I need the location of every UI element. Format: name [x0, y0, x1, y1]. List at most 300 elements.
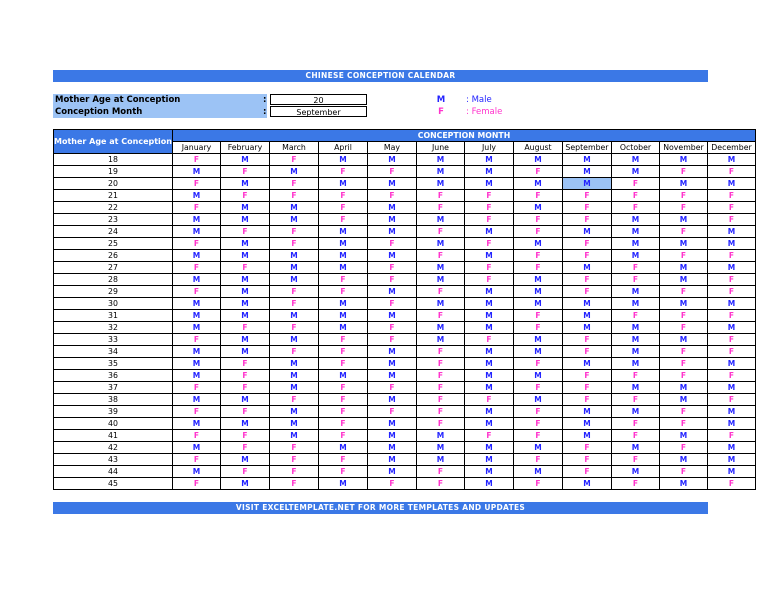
age-cell: 43	[54, 454, 173, 466]
gender-cell: M	[611, 346, 659, 358]
month-header-april: April	[318, 142, 367, 154]
gender-cell: F	[416, 346, 464, 358]
gender-cell: M	[707, 226, 755, 238]
gender-cell: M	[318, 154, 367, 166]
gender-cell: M	[659, 382, 707, 394]
gender-cell: F	[464, 430, 513, 442]
gender-cell: F	[659, 190, 707, 202]
gender-cell: F	[611, 478, 659, 490]
gender-cell: F	[269, 238, 318, 250]
gender-cell: F	[416, 370, 464, 382]
age-cell: 25	[54, 238, 173, 250]
gender-cell: M	[464, 466, 513, 478]
gender-cell: M	[172, 358, 220, 370]
gender-cell: M	[513, 370, 562, 382]
gender-cell: M	[220, 202, 269, 214]
gender-cell: F	[659, 166, 707, 178]
age-cell: 40	[54, 418, 173, 430]
age-cell: 18	[54, 154, 173, 166]
gender-cell: M	[464, 226, 513, 238]
conception-month-header: CONCEPTION MONTH	[172, 130, 755, 142]
gender-cell: M	[562, 298, 611, 310]
table-row	[54, 466, 756, 478]
age-cell: 20	[54, 178, 173, 190]
gender-cell: M	[611, 226, 659, 238]
gender-cell: M	[562, 478, 611, 490]
gender-cell: M	[416, 154, 464, 166]
gender-cell: F	[269, 178, 318, 190]
gender-cell: F	[659, 406, 707, 418]
gender-cell: M	[611, 466, 659, 478]
gender-cell: F	[269, 478, 318, 490]
gender-cell: M	[513, 178, 562, 190]
gender-cell: F	[611, 418, 659, 430]
gender-cell: M	[513, 274, 562, 286]
gender-cell: F	[416, 358, 464, 370]
gender-cell: F	[318, 286, 367, 298]
gender-cell: F	[707, 250, 755, 262]
gender-cell: M	[172, 346, 220, 358]
gender-cell: M	[269, 262, 318, 274]
gender-cell: M	[659, 154, 707, 166]
gender-cell: M	[269, 202, 318, 214]
gender-cell: F	[416, 418, 464, 430]
month-header-may: May	[367, 142, 416, 154]
gender-cell: M	[707, 442, 755, 454]
gender-cell: F	[318, 418, 367, 430]
gender-cell: F	[367, 478, 416, 490]
gender-cell: M	[318, 370, 367, 382]
gender-cell: M	[269, 250, 318, 262]
gender-cell: M	[611, 358, 659, 370]
gender-cell: M	[269, 430, 318, 442]
gender-cell: M	[513, 202, 562, 214]
table-row	[54, 154, 756, 166]
gender-cell: M	[611, 334, 659, 346]
gender-cell: F	[269, 346, 318, 358]
gender-cell: M	[367, 358, 416, 370]
gender-cell: F	[269, 466, 318, 478]
gender-cell: F	[318, 334, 367, 346]
gender-cell: M	[367, 178, 416, 190]
gender-cell: M	[220, 298, 269, 310]
gender-cell: F	[318, 190, 367, 202]
gender-cell: M	[269, 310, 318, 322]
gender-cell: M	[464, 406, 513, 418]
gender-cell: M	[464, 166, 513, 178]
gender-cell: F	[220, 262, 269, 274]
age-cell: 37	[54, 382, 173, 394]
legend-female-text: : Female	[466, 107, 503, 117]
gender-cell: F	[707, 286, 755, 298]
gender-cell: M	[611, 382, 659, 394]
gender-cell: M	[172, 274, 220, 286]
month-header-december: December	[707, 142, 755, 154]
gender-cell: M	[513, 154, 562, 166]
gender-cell: M	[172, 166, 220, 178]
gender-cell: F	[172, 478, 220, 490]
gender-cell: F	[416, 310, 464, 322]
gender-cell: M	[562, 166, 611, 178]
gender-cell: F	[659, 202, 707, 214]
gender-cell: M	[220, 286, 269, 298]
month-header-september: September	[562, 142, 611, 154]
gender-cell: F	[562, 250, 611, 262]
gender-cell: M	[562, 322, 611, 334]
gender-cell: F	[318, 454, 367, 466]
gender-cell: F	[513, 214, 562, 226]
table-row	[54, 262, 756, 274]
gender-cell: F	[513, 430, 562, 442]
gender-cell: F	[367, 406, 416, 418]
gender-cell: M	[220, 334, 269, 346]
gender-cell: M	[172, 418, 220, 430]
gender-cell: M	[172, 370, 220, 382]
table-row	[54, 394, 756, 406]
gender-cell: M	[318, 298, 367, 310]
gender-cell: F	[659, 322, 707, 334]
age-cell: 33	[54, 334, 173, 346]
gender-cell: M	[659, 454, 707, 466]
gender-cell: M	[464, 298, 513, 310]
gender-cell: F	[172, 334, 220, 346]
gender-cell: M	[318, 238, 367, 250]
gender-cell: M	[464, 370, 513, 382]
gender-cell: M	[367, 454, 416, 466]
gender-cell: M	[367, 430, 416, 442]
gender-cell: F	[707, 214, 755, 226]
gender-cell: M	[464, 178, 513, 190]
gender-cell: F	[318, 394, 367, 406]
gender-cell: F	[513, 190, 562, 202]
gender-cell: F	[562, 334, 611, 346]
gender-cell: M	[269, 370, 318, 382]
gender-cell: F	[172, 154, 220, 166]
gender-cell: F	[659, 226, 707, 238]
month-colon: :	[263, 107, 267, 117]
gender-cell: M	[172, 466, 220, 478]
gender-cell: M	[464, 322, 513, 334]
gender-cell: F	[416, 286, 464, 298]
gender-cell: F	[367, 238, 416, 250]
gender-cell: M	[707, 154, 755, 166]
gender-cell: M	[220, 478, 269, 490]
gender-cell: M	[367, 250, 416, 262]
gender-cell: M	[220, 154, 269, 166]
gender-cell: F	[659, 418, 707, 430]
gender-cell: F	[513, 454, 562, 466]
table-row	[54, 238, 756, 250]
gender-cell: M	[464, 382, 513, 394]
gender-cell: M	[562, 178, 611, 190]
legend-male-code: M	[436, 95, 446, 105]
table-row	[54, 286, 756, 298]
gender-cell: F	[659, 310, 707, 322]
gender-cell: M	[269, 334, 318, 346]
gender-cell: M	[220, 310, 269, 322]
gender-cell: M	[562, 310, 611, 322]
gender-cell: M	[318, 442, 367, 454]
gender-cell: F	[464, 262, 513, 274]
gender-cell: F	[220, 322, 269, 334]
gender-cell: F	[562, 382, 611, 394]
gender-cell: F	[269, 298, 318, 310]
table-row	[54, 370, 756, 382]
gender-cell: M	[707, 418, 755, 430]
gender-cell: M	[318, 478, 367, 490]
gender-cell: F	[707, 346, 755, 358]
table-row	[54, 442, 756, 454]
table-row	[54, 190, 756, 202]
gender-cell: F	[367, 334, 416, 346]
gender-cell: F	[464, 334, 513, 346]
gender-cell: M	[611, 238, 659, 250]
gender-cell: M	[220, 250, 269, 262]
gender-cell: M	[416, 430, 464, 442]
gender-cell: M	[367, 226, 416, 238]
conception-month-input[interactable]: September	[270, 106, 367, 117]
gender-cell: F	[707, 166, 755, 178]
gender-cell: F	[269, 226, 318, 238]
gender-cell: F	[220, 430, 269, 442]
mother-age-input[interactable]: 20	[270, 94, 367, 105]
gender-cell: F	[611, 190, 659, 202]
gender-cell: M	[659, 238, 707, 250]
gender-cell: F	[562, 370, 611, 382]
age-cell: 32	[54, 322, 173, 334]
gender-cell: M	[659, 214, 707, 226]
table-row	[54, 430, 756, 442]
gender-cell: M	[416, 322, 464, 334]
gender-cell: M	[269, 406, 318, 418]
gender-cell: M	[416, 238, 464, 250]
age-cell: 19	[54, 166, 173, 178]
gender-cell: F	[562, 442, 611, 454]
gender-cell: F	[464, 394, 513, 406]
gender-cell: F	[464, 190, 513, 202]
gender-cell: F	[318, 166, 367, 178]
gender-cell: F	[659, 286, 707, 298]
gender-cell: M	[659, 334, 707, 346]
gender-cell: M	[611, 322, 659, 334]
gender-cell: M	[707, 382, 755, 394]
month-header-july: July	[464, 142, 513, 154]
gender-cell: M	[464, 310, 513, 322]
age-cell: 35	[54, 358, 173, 370]
age-colon: :	[263, 95, 267, 105]
gender-cell: F	[562, 202, 611, 214]
gender-cell: F	[416, 466, 464, 478]
table-row	[54, 454, 756, 466]
gender-cell: M	[367, 370, 416, 382]
table-row	[54, 346, 756, 358]
gender-cell: M	[707, 466, 755, 478]
gender-cell: M	[611, 442, 659, 454]
gender-cell: F	[416, 394, 464, 406]
gender-cell: M	[659, 274, 707, 286]
gender-cell: F	[318, 406, 367, 418]
gender-cell: F	[318, 202, 367, 214]
gender-cell: M	[269, 358, 318, 370]
gender-cell: M	[562, 262, 611, 274]
gender-cell: M	[562, 430, 611, 442]
gender-cell: M	[464, 418, 513, 430]
gender-cell: M	[659, 478, 707, 490]
gender-cell: F	[659, 250, 707, 262]
gender-cell: F	[172, 406, 220, 418]
gender-cell: F	[318, 358, 367, 370]
table-row	[54, 418, 756, 430]
gender-cell: F	[269, 394, 318, 406]
gender-cell: F	[172, 430, 220, 442]
gender-cell: F	[269, 190, 318, 202]
gender-cell: F	[318, 214, 367, 226]
gender-cell: F	[513, 226, 562, 238]
table-row	[54, 250, 756, 262]
age-cell: 45	[54, 478, 173, 490]
gender-cell: M	[611, 214, 659, 226]
gender-cell: F	[416, 478, 464, 490]
gender-cell: F	[707, 478, 755, 490]
gender-cell: M	[513, 238, 562, 250]
gender-cell: M	[464, 442, 513, 454]
gender-cell: F	[318, 382, 367, 394]
gender-cell: F	[611, 310, 659, 322]
gender-cell: F	[172, 382, 220, 394]
gender-cell: M	[416, 334, 464, 346]
table-row	[54, 202, 756, 214]
gender-cell: F	[318, 430, 367, 442]
gender-cell: M	[367, 442, 416, 454]
gender-cell: M	[611, 250, 659, 262]
age-cell: 38	[54, 394, 173, 406]
gender-cell: F	[172, 262, 220, 274]
gender-cell: M	[318, 178, 367, 190]
month-header-october: October	[611, 142, 659, 154]
gender-cell: M	[464, 454, 513, 466]
gender-cell: F	[562, 466, 611, 478]
gender-cell: M	[659, 430, 707, 442]
gender-cell: F	[269, 442, 318, 454]
age-cell: 44	[54, 466, 173, 478]
age-cell: 22	[54, 202, 173, 214]
gender-cell: F	[562, 238, 611, 250]
gender-cell: M	[367, 154, 416, 166]
gender-cell: F	[611, 370, 659, 382]
gender-cell: M	[464, 346, 513, 358]
gender-cell: F	[707, 190, 755, 202]
gender-cell: M	[269, 418, 318, 430]
footer-link-banner[interactable]: VISIT EXCELTEMPLATE.NET FOR MORE TEMPLATES AND UPDATES	[53, 502, 708, 514]
gender-cell: M	[611, 298, 659, 310]
gender-cell: M	[220, 214, 269, 226]
gender-cell: F	[220, 190, 269, 202]
gender-cell: F	[367, 298, 416, 310]
gender-cell: M	[707, 358, 755, 370]
gender-cell: M	[659, 178, 707, 190]
gender-cell: F	[220, 166, 269, 178]
age-cell: 30	[54, 298, 173, 310]
table-row	[54, 406, 756, 418]
gender-cell: F	[464, 214, 513, 226]
gender-cell: F	[318, 274, 367, 286]
gender-cell: M	[464, 358, 513, 370]
calendar-title-banner: CHINESE CONCEPTION CALENDAR	[53, 70, 708, 82]
gender-cell: M	[172, 322, 220, 334]
gender-cell: M	[318, 322, 367, 334]
gender-cell: M	[416, 274, 464, 286]
gender-cell: M	[367, 346, 416, 358]
gender-cell: M	[367, 286, 416, 298]
gender-cell: M	[707, 178, 755, 190]
gender-cell: M	[707, 454, 755, 466]
month-header-november: November	[659, 142, 707, 154]
age-cell: 34	[54, 346, 173, 358]
age-column-header: Mother Age at Conception	[54, 130, 173, 154]
gender-cell: M	[318, 250, 367, 262]
age-cell: 39	[54, 406, 173, 418]
gender-cell: F	[707, 274, 755, 286]
gender-cell: M	[367, 310, 416, 322]
age-cell: 23	[54, 214, 173, 226]
gender-cell: M	[367, 418, 416, 430]
gender-cell: F	[562, 394, 611, 406]
gender-cell: F	[659, 346, 707, 358]
gender-cell: F	[172, 454, 220, 466]
gender-cell: M	[513, 346, 562, 358]
gender-cell: F	[707, 370, 755, 382]
gender-cell: M	[464, 250, 513, 262]
gender-cell: F	[220, 226, 269, 238]
gender-cell: M	[513, 334, 562, 346]
gender-cell: F	[367, 190, 416, 202]
gender-cell: M	[172, 442, 220, 454]
gender-cell: F	[367, 166, 416, 178]
gender-cell: M	[659, 262, 707, 274]
gender-cell: F	[172, 202, 220, 214]
gender-cell: F	[220, 406, 269, 418]
gender-cell: M	[464, 478, 513, 490]
gender-cell: F	[318, 466, 367, 478]
gender-cell: M	[562, 226, 611, 238]
gender-cell: M	[367, 214, 416, 226]
age-cell: 42	[54, 442, 173, 454]
gender-cell: M	[562, 418, 611, 430]
gender-cell: M	[220, 346, 269, 358]
gender-cell: M	[513, 298, 562, 310]
gender-cell: M	[659, 298, 707, 310]
age-cell: 36	[54, 370, 173, 382]
gender-cell: F	[707, 334, 755, 346]
age-cell: 27	[54, 262, 173, 274]
gender-cell: M	[416, 178, 464, 190]
conception-calendar-table	[53, 129, 756, 490]
gender-cell: M	[416, 442, 464, 454]
gender-cell: M	[318, 310, 367, 322]
month-header-march: March	[269, 142, 318, 154]
gender-cell: F	[172, 178, 220, 190]
gender-cell: F	[416, 226, 464, 238]
legend-female-code: F	[438, 107, 444, 117]
table-row	[54, 358, 756, 370]
gender-cell: M	[172, 226, 220, 238]
gender-cell: M	[707, 262, 755, 274]
gender-cell: M	[562, 358, 611, 370]
table-row	[54, 334, 756, 346]
gender-cell: M	[269, 214, 318, 226]
gender-cell: F	[220, 358, 269, 370]
gender-cell: F	[562, 214, 611, 226]
